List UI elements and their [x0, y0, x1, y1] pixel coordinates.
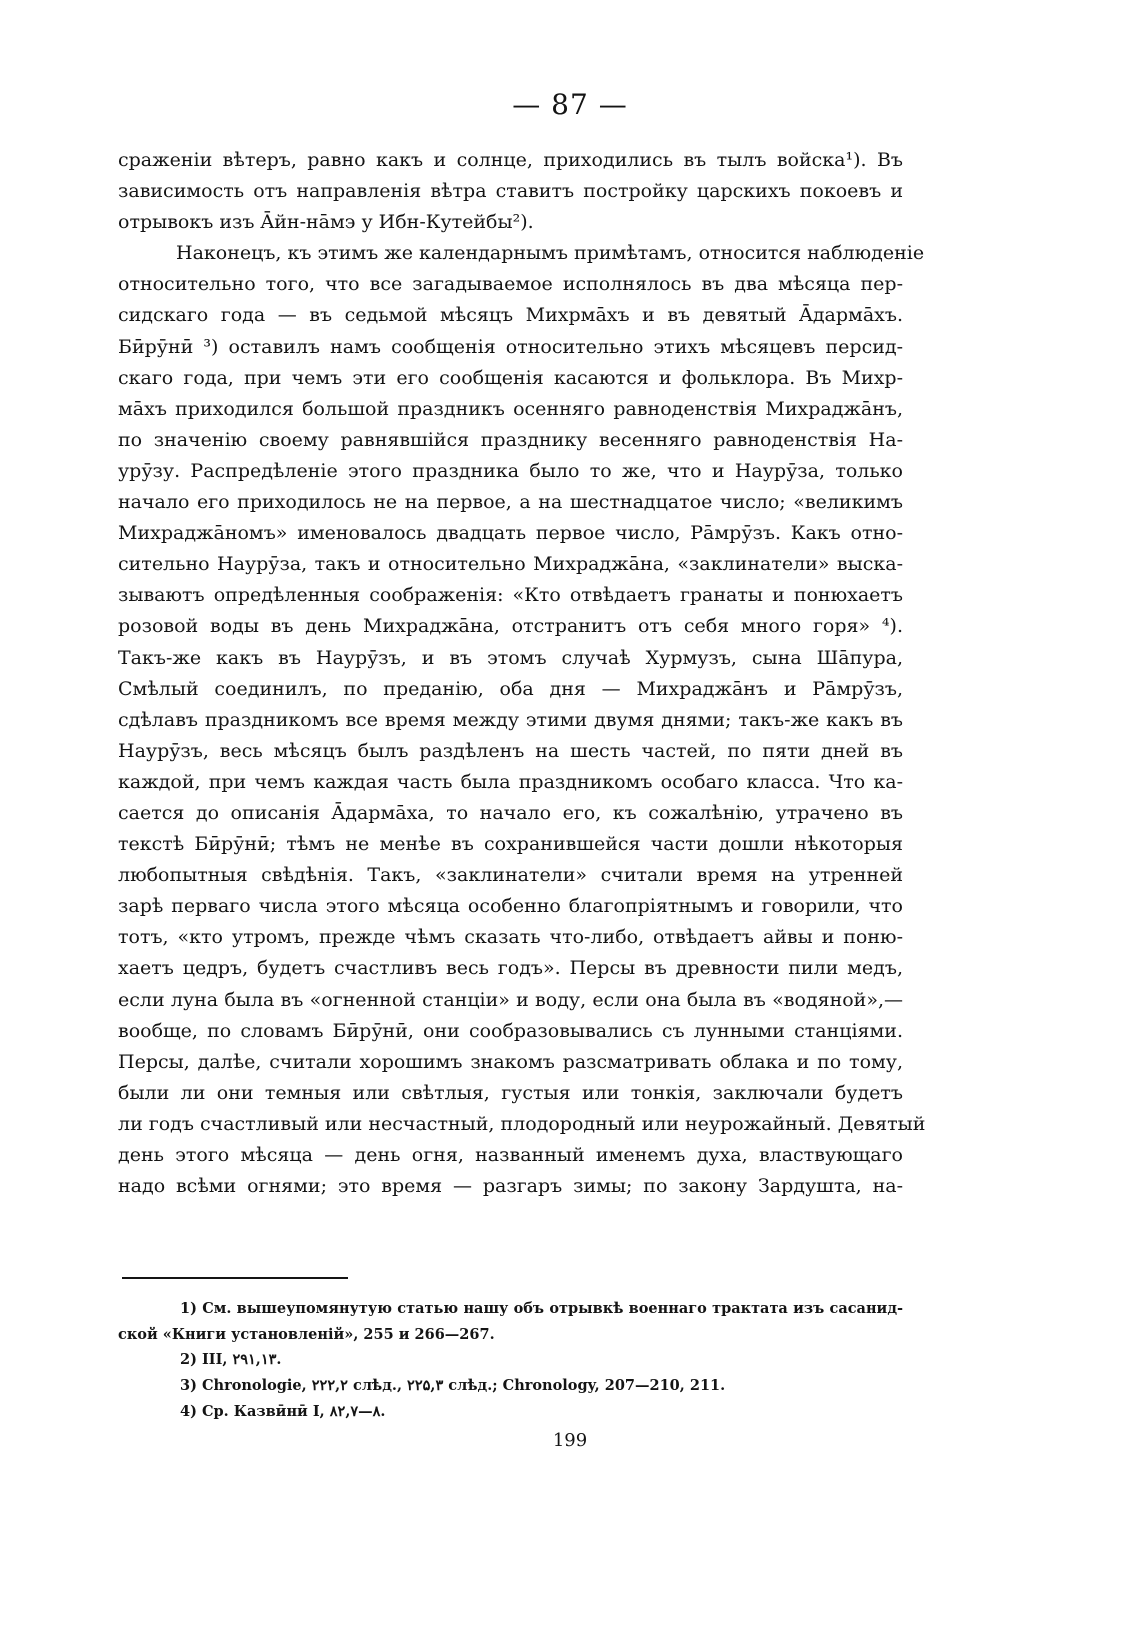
text-line: сидскаго года — въ седьмой мѣсяцъ Михрмāхъ и въ девятый Āдармāхъ.	[118, 304, 903, 327]
sheet-number: 199	[552, 1430, 588, 1451]
footnote-line: 3) Chronologie, ۲۲۲,۲ слѣд., ۲۲۵,۳ слѣд.; Chronology, 207—210, 211.	[180, 1377, 726, 1395]
text-line: мāхъ приходился большой праздникъ осенняго равноденствія Михраджāнъ,	[118, 397, 903, 420]
text-line: отрывокъ изъ Āйн-нāмэ у Ибн-Кутейбы²).	[118, 211, 534, 234]
text-line: относительно того, что все загадываемое исполнялось въ два мѣсяца пер-	[118, 273, 903, 296]
footnote-line: ской «Книги установленій», 255 и 266—267.	[118, 1325, 495, 1343]
text-line: надо всѣми огнями; это время — разгаръ зимы; по закону Зардушта, на-	[118, 1175, 903, 1198]
text-line: розовой воды въ день Михраджāна, отстранитъ отъ себя много горя» ⁴).	[118, 615, 903, 638]
text-line: Наурӯзъ, весь мѣсяцъ былъ раздѣленъ на шесть частей, по пяти дней въ	[118, 739, 903, 762]
text-line: тотъ, «кто утромъ, прежде чѣмъ сказать что-либо, отвѣдаетъ айвы и поню-	[118, 926, 903, 949]
text-line: Персы, далѣе, считали хорошимъ знакомъ разсматривать облака и по тому,	[118, 1050, 903, 1073]
text-line: текстѣ Бӣрӯнӣ; тѣмъ не менѣе въ сохранившейся части дошли нѣкоторыя	[118, 833, 903, 856]
text-line: по значенію своему равнявшійся празднику весенняго равноденствія На-	[118, 428, 903, 451]
text-line: Бӣрӯнӣ ³) оставилъ намъ сообщенія относительно этихъ мѣсяцевъ персид-	[118, 335, 903, 358]
footnote-line: 4) Ср. Казвӣнӣ I, ۸۲,۷—۸.	[180, 1402, 386, 1420]
text-line: Михраджāномъ» именовалось двадцать первое число, Рāмрӯзъ. Какъ отно-	[118, 522, 903, 545]
text-line: зарѣ перваго числа этого мѣсяца особенно благопріятнымъ и говорили, что	[118, 895, 903, 918]
footnotes	[118, 1296, 903, 1424]
text-line: Наконецъ, къ этимъ же календарнымъ примѣтамъ, относится наблюденіе	[176, 242, 925, 265]
footnote-line: 1) См. вышеупомянутую статью нашу объ отрывкѣ военнаго трактата изъ сасанид-	[180, 1300, 903, 1317]
text-line: начало его приходилось не на первое, а на шестнадцатое число; «великимъ	[118, 491, 903, 514]
text-line: сраженіи вѣтеръ, равно какъ и солнце, приходились въ тылъ войска¹). Въ	[118, 149, 903, 171]
text-line: зываютъ опредѣленныя соображенія: «Кто отвѣдаетъ гранаты и понюхаетъ	[118, 584, 903, 607]
text-line: сается до описанія Āдармāха, то начало его, къ сожалѣнію, утрачено въ	[118, 801, 903, 824]
text-line: если луна была въ «огненной станціи» и воду, если она была въ «водяной»,—	[118, 988, 903, 1011]
text-line: ли годъ счастливый или несчастный, плодородный или неурожайный. Девятый	[118, 1112, 926, 1135]
text-line: урӯзу. Распредѣленіе этого праздника было то же, что и Наурӯза, только	[118, 459, 903, 482]
text-line: сительно Наурӯза, такъ и относительно Михраджāна, «заклинатели» выска-	[118, 553, 903, 576]
text-line: каждой, при чемъ каждая часть была праздникомъ особаго класса. Что ка-	[118, 770, 903, 793]
text-line: сдѣлавъ праздникомъ все время между этими двумя днями; такъ-же какъ въ	[118, 708, 903, 731]
text-line: были ли они темныя или свѣтлыя, густыя или тонкія, заключали будетъ	[118, 1081, 903, 1104]
text-line: вообще, по словамъ Бӣрӯнӣ, они сообразовывались съ лунными станціями.	[118, 1019, 903, 1042]
text-line: Смѣлый соединилъ, по преданію, оба дня — Михраджāнъ и Рāмрӯзъ,	[118, 677, 903, 700]
body-text	[118, 145, 926, 1202]
page-number: — 87 —	[512, 88, 628, 121]
text-line: день этого мѣсяца — день огня, названный именемъ духа, властвующаго	[118, 1144, 903, 1166]
text-line: скаго года, при чемъ эти его сообщенія касаются и фольклора. Въ Михр-	[118, 366, 903, 389]
text-line: Такъ-же какъ въ Наурӯзъ, и въ этомъ случаѣ Хурмузъ, сына Шāпура,	[118, 646, 903, 669]
footnote-line: 2) III, ۲۹۱,۱۳.	[180, 1351, 282, 1369]
text-line: зависимость отъ направленія вѣтра ставитъ постройку царскихъ покоевъ и	[118, 180, 903, 203]
text-line: хаетъ цедръ, будетъ счастливъ весь годъ». Персы въ древности пили медъ,	[118, 957, 903, 980]
text-line: любопытныя свѣдѣнія. Такъ, «заклинатели» считали время на утренней	[118, 864, 903, 887]
footnote-rule	[122, 1277, 348, 1279]
